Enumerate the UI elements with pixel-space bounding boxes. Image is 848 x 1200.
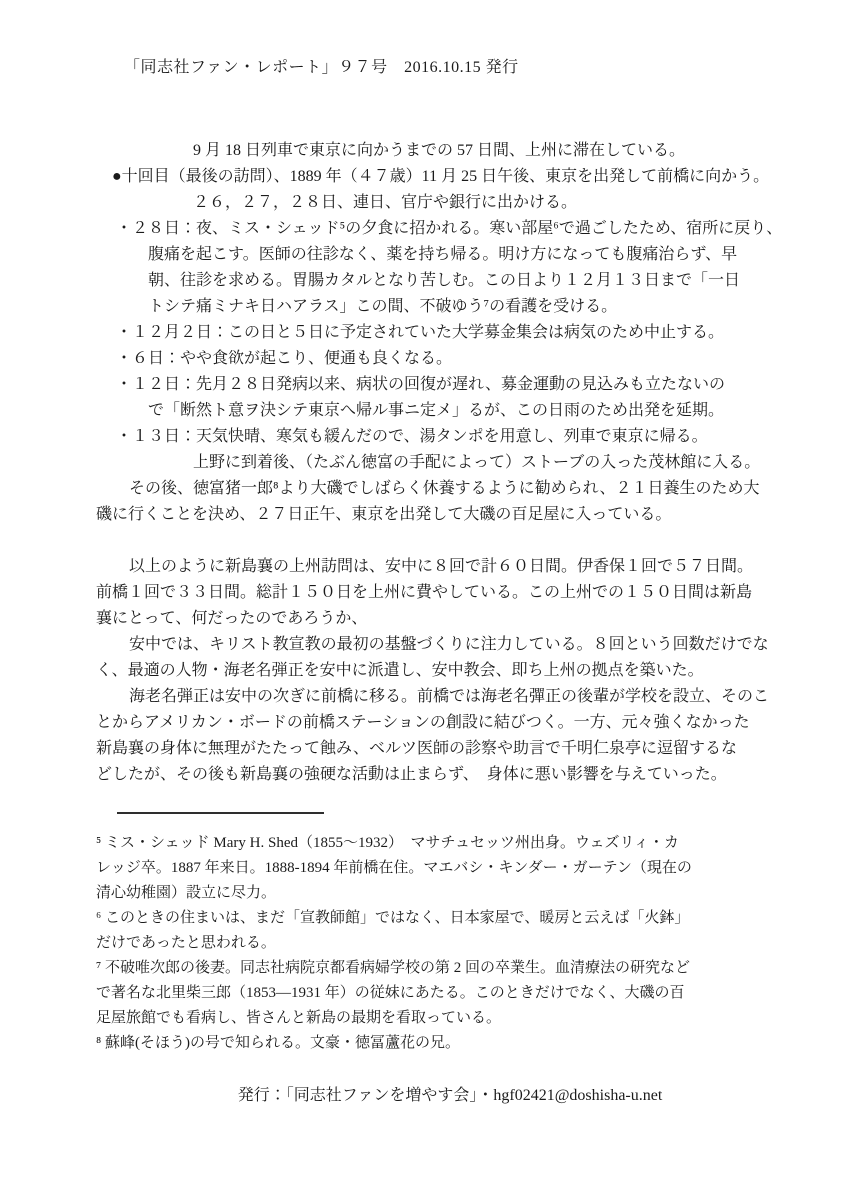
body-line: ・１２月２日：この日と５日に予定されていた大学募金集会は病気のため中止する。 [116, 324, 725, 341]
footnote-line: ⁶ このときの住まいは、まだ「宣教師館」ではなく、日本家屋で、暖房と云えば「火鉢」 [96, 910, 690, 926]
body-line: とからアメリカン・ボードの前橋ステーションの創設に結びつく。一方、元々強くなかった [96, 714, 750, 731]
body-line: 襄にとって、何だったのであろうか、 [96, 610, 368, 627]
footnote-line: ⁸ 蘇峰(そほう)の号で知られる。文豪・徳冨蘆花の兄。 [96, 1035, 460, 1051]
footnotes [96, 831, 786, 1056]
body-line: どしたが、その後も新島襄の強硬な活動は止まらず、 身体に悪い影響を与えていった。 [96, 766, 727, 783]
footnote-line: 清心幼稚園）設立に尽力。 [96, 885, 277, 901]
body-line: 磯に行くことを決め、２７日正午、東京を出発して大磯の百足屋に入っている。 [96, 506, 672, 523]
footnote-line: で著名な北里柴三郎（1853―1931 年）の従妹にあたる。このときだけでなく、大磯の百 [96, 985, 685, 1001]
body-line: 安中では、キリスト教宣教の最初の基盤づくりに注力している。８回という回数だけでな [129, 636, 769, 653]
footnote-line: ⁵ ミス・シェッド Mary H. Shed（1855～1932） マサチュセッツ州出身。ウェズリィ・カ [96, 835, 679, 851]
body-line: 以上のように新島襄の上州訪問は、安中に８回で計６０日間。伊香保１回で５７日間。 [129, 558, 754, 575]
body-line: 海老名弾正は安中の次ぎに前橋に移る。前橋では海老名彈正の後輩が学校を設立、そのこ [129, 688, 770, 705]
body-line: 新島襄の身体に無理がたたって蝕み、ベルツ医師の診察や助言で千明仁泉亭に逗留するな [96, 740, 737, 757]
footnote-line: 足屋旅館でも看病し、皆さんと新島の最期を看取っている。 [96, 1010, 502, 1026]
body-line: ・２８日：夜、ミス・シェッド⁵の夕食に招かれる。寒い部屋⁶で過ごしたため、宿所に戻り、 [116, 220, 783, 237]
body-line: ●十回目（最後の訪問）、1889 年（４７歳）11 月 25 日午後、東京を出発して前橋に向かう。 [112, 168, 770, 185]
body-line: 朝、往診を求める。胃腸カタルとなり苦しむ。この日より１２月１３日まで「一日 [148, 272, 741, 289]
body-line: 上野に到着後、（たぶん徳富の手配によって）ストーブの入った茂林館に入る。 [193, 454, 761, 471]
body-line: で「断然ト意ヲ決シテ東京へ帰ル事ニ定メ」るが、この日雨のため出発を延期。 [148, 402, 725, 419]
body-line: く、最適の人物・海老名弾正を安中に派遣し、安中教会、即ち上州の拠点を築いた。 [96, 662, 704, 679]
body-line: トシテ痛ミナキ日ハアラス」この間、不破ゆう⁷の看護を受ける。 [148, 298, 618, 315]
body-line: ２６，２７，２８日、連日、官庁や銀行に出かける。 [193, 194, 578, 211]
body-line: ・１３日：天気快晴、寒気も緩んだので、湯タンポを用意し、列車で東京に帰る。 [116, 428, 708, 445]
footnote-separator [117, 812, 324, 814]
body-line: その後、徳富猪一郎⁸より大磯でしばらく休養するように勧められ、２１日養生のため大 [129, 480, 760, 497]
publisher-footer: 発行：「同志社ファンを増やす会」・hgf02421@doshisha-u.net [237, 1087, 663, 1104]
body-line: ・６日：やや食欲が起こり、便通も良くなる。 [116, 350, 453, 367]
body-line: ・１２日：先月２８日発病以来、病状の回復が遅れ、募金運動の見込みも立たないの [116, 376, 725, 393]
footnote-line: ⁷ 不破唯次郎の後妻。同志社病院京都看病婦学校の第 2 回の卒業生。血清療法の研究など [96, 960, 690, 976]
footnote-line: レッジ卒。1887 年来日。1888-1894 年前橋在住。マエバシ・キンダー・ガーテン（現在の [96, 860, 692, 876]
body-line: 9 月 18 日列車で東京に向かうまでの 57 日間、上州に滞在している。 [193, 142, 686, 159]
footnote-line: だけであったと思われる。 [96, 935, 276, 951]
body-text [96, 138, 786, 788]
blank-line [96, 528, 786, 554]
body-line: 前橋１回で３３日間。総計１５０日を上州に費やしている。この上州での１５０日間は新島 [96, 584, 753, 601]
body-line: 腹痛を起こす。医師の往診なく、薬を持ち帰る。明け方になっても腹痛治らず、早 [148, 246, 738, 263]
newsletter-header: 「同志社ファン・レポート」９７号 2016.10.15 発行 [124, 59, 519, 76]
